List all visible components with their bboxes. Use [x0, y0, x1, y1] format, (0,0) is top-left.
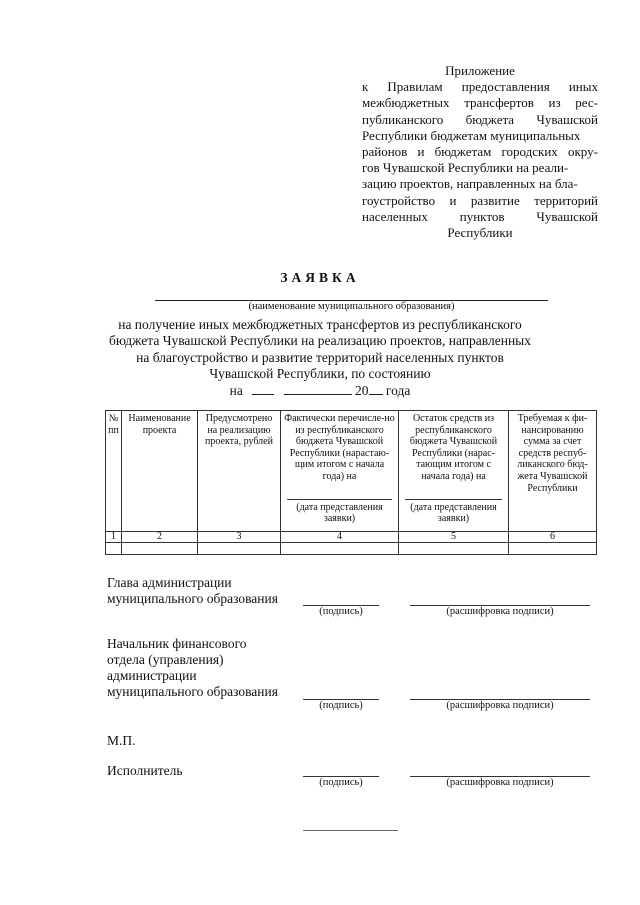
appendix-line	[362, 160, 598, 176]
table-cell[interactable]	[399, 543, 509, 555]
header-planned: Предусмотрено на реализацию проекта, рублей	[198, 411, 281, 532]
footer-divider	[303, 830, 398, 831]
column-number: 3	[198, 532, 281, 543]
appendix-word: развитие	[470, 192, 520, 208]
executor-signature-caption: (подпись)	[319, 777, 363, 788]
table-cell[interactable]	[122, 543, 198, 555]
head-decode-caption: (расшифровка подписи)	[446, 606, 554, 617]
appendix-word: зацию проектов, направленных на бла-	[362, 176, 578, 192]
appendix-word: гоустройство	[362, 192, 436, 208]
municipality-caption: (наименование муниципального образования)	[248, 301, 455, 312]
appendix-word: и	[449, 192, 457, 208]
date-line	[230, 382, 411, 399]
head-label	[107, 575, 278, 607]
stamp-place: М.П.	[107, 733, 136, 748]
intro-line: на получение иных межбюджетных трансфертов из республиканского	[118, 317, 522, 332]
appendix-word: районов	[362, 144, 408, 160]
header-transferred-text: Фактически перечисле-но из республиканского бюджета Чувашской Республики (нарастаю-щим итогом с начала года) на	[284, 413, 395, 482]
intro-line: Чувашской Республики, по состоянию	[209, 365, 431, 381]
table-cell[interactable]	[106, 543, 122, 555]
intro-line: на благоустройство и развитие территорий населенных пунктов	[136, 349, 504, 365]
appendix-word: Правилам	[387, 79, 443, 95]
request-table	[105, 410, 597, 555]
appendix-word: межбюджетных	[362, 95, 450, 111]
finance-label-line: администрации	[107, 668, 197, 683]
appendix-word: Республики бюджетам муниципальных	[362, 127, 581, 143]
header-number: № пп	[106, 411, 122, 532]
table-cell[interactable]	[509, 543, 597, 555]
appendix-line	[362, 144, 598, 160]
table-number-row	[106, 532, 597, 543]
appendix-title: Приложение	[445, 63, 515, 78]
header-transferred-note: (дата представления заявки)	[296, 501, 383, 525]
appendix-word: иных	[568, 79, 598, 95]
column-number: 2	[122, 532, 198, 543]
appendix-word: трансфертов	[464, 95, 534, 111]
appendix-word: окру-	[567, 144, 598, 160]
date-prefix: на	[229, 383, 243, 399]
head-label-line: муниципального образования	[107, 591, 278, 606]
appendix-line	[362, 79, 598, 95]
table-cell[interactable]	[281, 543, 399, 555]
document-title: ЗАЯВКА	[280, 270, 360, 285]
appendix-line	[362, 193, 598, 209]
appendix-line	[362, 176, 598, 192]
appendix-word: из	[548, 95, 561, 111]
table-header-row	[106, 411, 597, 532]
finance-label	[107, 636, 278, 700]
column-number: 4	[281, 532, 399, 543]
finance-label-line: муниципального образования	[107, 684, 278, 699]
appendix-word: территорий	[534, 192, 598, 208]
appendix-line	[362, 112, 598, 128]
finance-decode-caption: (расшифровка подписи)	[446, 700, 554, 711]
header-remaining-text: Остаток средств из республиканского бюджета Чувашской Республики (нарас-тающим итогом с начала года) на	[409, 413, 498, 482]
appendix-word: пунктов	[459, 208, 505, 224]
executor-decode-caption: (расшифровка подписи)	[446, 777, 554, 788]
appendix-word: рес-	[575, 95, 598, 111]
appendix-word: Республики	[447, 225, 513, 241]
column-number: 6	[509, 532, 597, 543]
appendix-word: публиканского	[362, 111, 444, 127]
date-year: 20	[355, 383, 369, 399]
header-required: Требуемая к фи-нансированию сумма за счет средств респуб-ликанского бюд-жета Чувашской Республики	[509, 411, 597, 532]
appendix-word: Чувашской	[536, 208, 598, 224]
column-number: 5	[399, 532, 509, 543]
appendix-block	[362, 63, 598, 241]
date-blank-line	[405, 499, 502, 500]
appendix-word: и	[417, 144, 425, 160]
table-row	[106, 543, 597, 555]
intro-line: бюджета Чувашской Республики на реализацию проектов, направленных	[109, 333, 531, 349]
appendix-word: предоставления	[461, 79, 550, 95]
request-intro	[0, 317, 640, 399]
year-blank	[369, 382, 383, 395]
appendix-line	[362, 225, 598, 241]
appendix-text	[362, 79, 598, 241]
head-label-line: Глава администрации	[107, 575, 232, 590]
finance-signature-caption: (подпись)	[319, 700, 363, 711]
finance-label-line: Начальник финансового	[107, 636, 247, 651]
month-blank	[284, 382, 352, 395]
appendix-word: гов Чувашской Республики на реали-	[362, 160, 569, 176]
appendix-word: бюджетам	[434, 144, 492, 160]
column-number: 1	[106, 532, 122, 543]
appendix-word: населенных	[362, 208, 428, 224]
appendix-word: Чувашской	[536, 111, 598, 127]
appendix-line	[362, 128, 598, 144]
header-remaining	[399, 411, 509, 532]
date-blank-line	[287, 499, 392, 500]
header-project-name: Наименование проекта	[122, 411, 198, 532]
appendix-line	[362, 209, 598, 225]
appendix-word: к	[362, 79, 369, 95]
appendix-word: бюджета	[465, 111, 515, 127]
finance-label-line: отдела (управления)	[107, 652, 224, 667]
head-signature-caption: (подпись)	[319, 606, 363, 617]
appendix-line	[362, 95, 598, 111]
table-cell[interactable]	[198, 543, 281, 555]
day-blank	[252, 382, 274, 395]
header-transferred	[281, 411, 399, 532]
header-remaining-note: (дата представления заявки)	[410, 501, 497, 525]
appendix-word: городских	[501, 144, 558, 160]
date-suffix: года	[385, 383, 411, 399]
executor-label: Исполнитель	[107, 763, 183, 778]
